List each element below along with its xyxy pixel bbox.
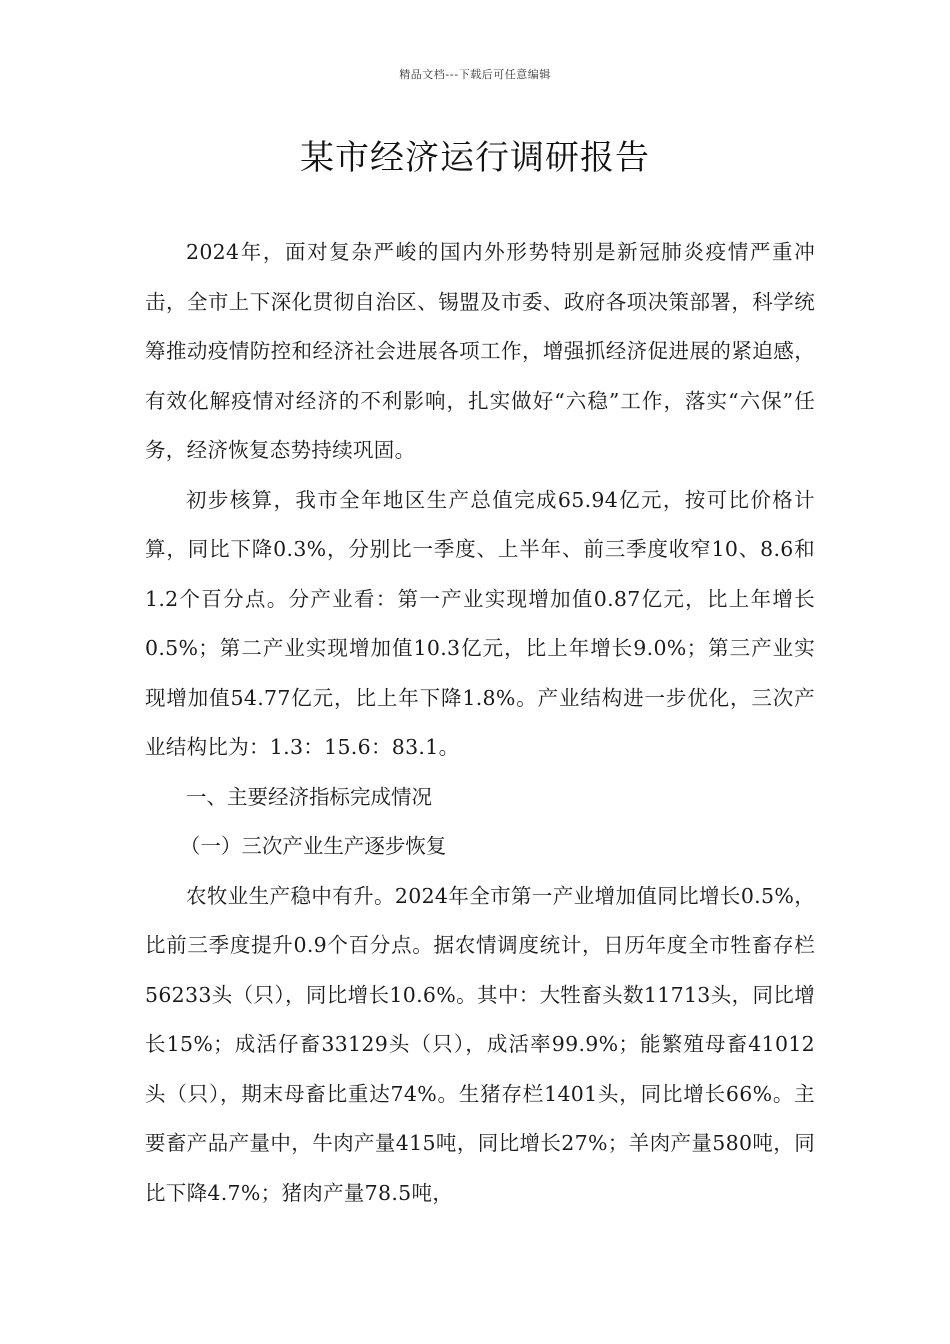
section-heading-1: 一、主要经济指标完成情况 — [186, 784, 432, 809]
paragraph-agriculture: 农牧业生产稳中有升。2024年全市第一产业增加值同比增长0.5%，比前三季度提升0.9个百分点。据农情调度统计，日历年度全市牲畜存栏56233头（只），同比增长10.6%。其中：大牲畜头数11713头，同比增长15%；成活仔畜33129头（只），成活率99.9%；能繁殖母畜41012头（只），期末母畜比重达74%。生猪存栏1401头，同比增长66%。主要畜产品产量中，牛肉产量415吨，同比增长27%；羊肉产量580吨，同比下降4.7%；猪肉产量78.5吨， — [145, 883, 815, 1205]
document-title: 某市经济运行调研报告 — [300, 138, 650, 178]
document-body — [145, 228, 815, 1218]
paragraph-gdp: 初步核算，我市全年地区生产总值完成65.94亿元，按可比价格计算，同比下降0.3%，分别比一季度、上半年、前三季度收窄10、8.6和1.2个百分点。分产业看：第一产业实现增加值0.87亿元，比上年增长0.5%；第二产业实现增加值10.3亿元，比上年增长9.0%；第三产业实现增加值54.77亿元，比上年下降1.8%。产业结构进一步优化，三次产业结构比为：1.3：15.6：83.1。 — [145, 487, 815, 759]
header-note: 精品文档---下载后可任意编辑 — [399, 68, 551, 81]
subsection-heading-1: （一）三次产业生产逐步恢复 — [179, 834, 447, 858]
paragraph-intro: 2024年，面对复杂严峻的国内外形势特别是新冠肺炎疫情严重冲击，全市上下深化贯彻自治区、锡盟及市委、政府各项决策部署，科学统筹推动疫情防控和经济社会进展各项工作，增强抓经济促进展的紧迫感，有效化解疫情对经济的不利影响，扎实做好“六稳”工作，落实“六保”任务，经济恢复态势持续巩固。 — [145, 240, 815, 462]
